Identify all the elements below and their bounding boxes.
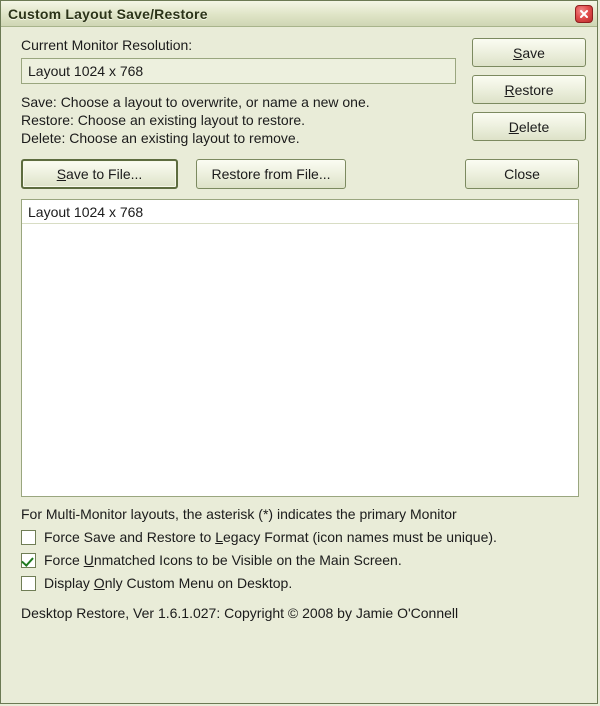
- help-line-delete: Delete: Choose an existing layout to remove.: [21, 130, 300, 146]
- custom-menu-accel: O: [93, 575, 105, 591]
- resolution-section: [21, 37, 456, 147]
- window-title: Custom Layout Save/Restore: [8, 5, 208, 22]
- file-buttons-row: [21, 159, 579, 189]
- help-line-restore: Restore: Choose an existing layout to restore.: [21, 112, 306, 128]
- help-line-save: Save: Choose a layout to overwrite, or name a new one.: [21, 94, 370, 110]
- resolution-value: Layout 1024 x 768: [28, 63, 144, 79]
- restore-button[interactable]: [472, 75, 586, 104]
- help-text: [21, 93, 456, 147]
- custom-menu-label-pre: Display: [44, 575, 94, 591]
- legacy-format-accel: L: [215, 529, 223, 545]
- unmatched-icons-label-pre: Force: [44, 552, 84, 568]
- legacy-format-label-pre: Force Save and Restore to: [44, 529, 216, 545]
- list-item[interactable]: Layout 1024 x 768: [22, 200, 578, 224]
- save-to-file-button[interactable]: [21, 159, 178, 189]
- save-label-rest: ave: [522, 44, 545, 61]
- close-button[interactable]: Close: [465, 159, 579, 189]
- top-section: [21, 37, 579, 149]
- save-button[interactable]: [472, 38, 586, 67]
- restore-from-file-button[interactable]: Restore from File...: [196, 159, 346, 189]
- option-unmatched-icons[interactable]: [21, 552, 579, 568]
- close-icon[interactable]: [575, 5, 593, 23]
- legacy-format-label-post: egacy Format (icon names must be unique).: [223, 529, 497, 545]
- save-accel: S: [513, 44, 523, 61]
- custom-menu-checkbox[interactable]: [21, 576, 36, 591]
- legacy-format-checkbox[interactable]: [21, 530, 36, 545]
- unmatched-icons-label-post: nmatched Icons to be Visible on the Main Screen.: [93, 552, 402, 568]
- unmatched-icons-accel: U: [83, 552, 94, 568]
- action-buttons: [456, 37, 586, 149]
- unmatched-icons-checkbox[interactable]: [21, 553, 36, 568]
- restore-accel: R: [504, 81, 515, 98]
- title-bar: [1, 1, 597, 27]
- restore-label-rest: estore: [514, 81, 554, 98]
- option-custom-menu[interactable]: [21, 575, 579, 591]
- layout-list[interactable]: [21, 199, 579, 497]
- delete-accel: D: [508, 118, 519, 135]
- save-to-file-accel: S: [56, 166, 67, 182]
- resolution-label: Current Monitor Resolution:: [21, 37, 193, 53]
- close-button-wrap: [465, 159, 579, 189]
- copyright-footer: Desktop Restore, Ver 1.6.1.027: Copyright © 2008 by Jamie O'Connell: [21, 605, 459, 621]
- custom-menu-label: [44, 575, 292, 591]
- resolution-value-box: [21, 58, 456, 84]
- legacy-format-label: [44, 529, 497, 545]
- delete-button[interactable]: [472, 112, 586, 141]
- unmatched-icons-label: [44, 552, 402, 568]
- save-to-file-label-rest: ave to File...: [66, 166, 143, 182]
- asterisk-note: For Multi-Monitor layouts, the asterisk (*) indicates the primary Monitor: [21, 506, 457, 522]
- dialog-content: [1, 27, 597, 703]
- custom-menu-label-post: nly Custom Menu on Desktop.: [104, 575, 293, 591]
- delete-label-rest: elete: [518, 118, 550, 135]
- option-legacy-format[interactable]: [21, 529, 579, 545]
